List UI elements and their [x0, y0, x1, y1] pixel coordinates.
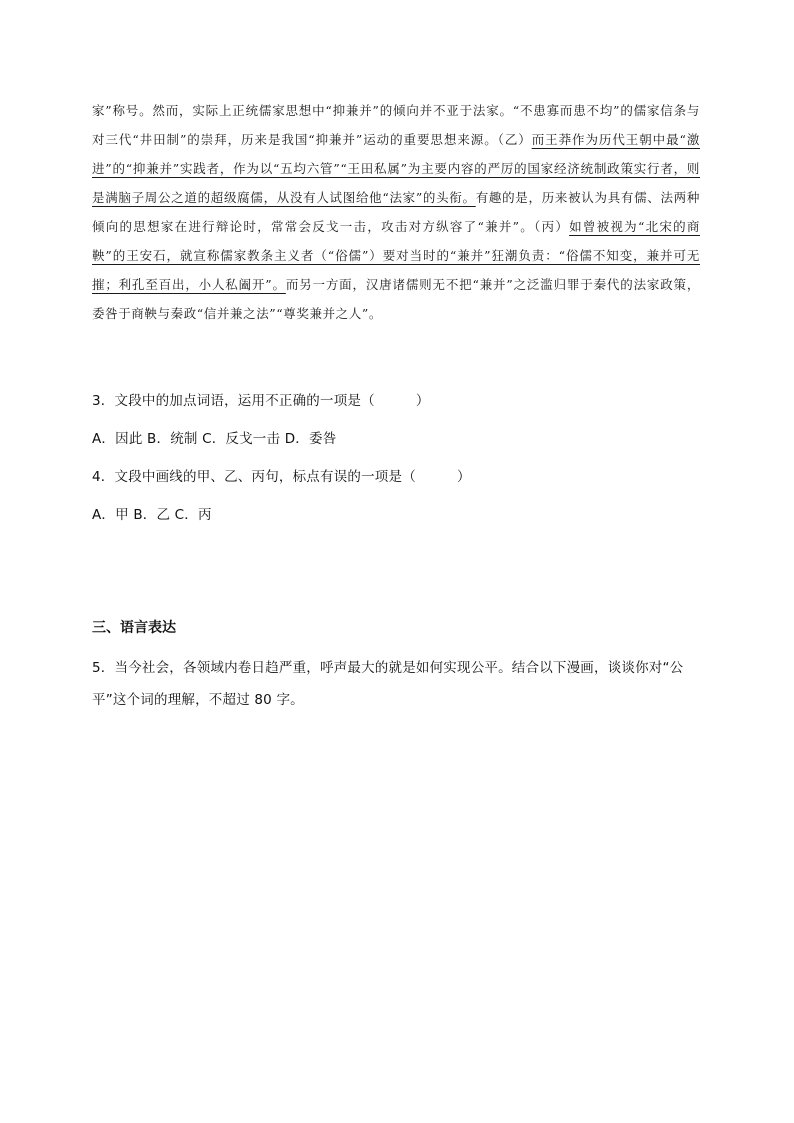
passage-sentence: 有趣的是，历来被认为具有儒、法两种倾向的思想家在进行辩论时，常常会反戈一击，攻击对方纵容了“兼并”。（丙）: [92, 190, 700, 234]
passage-sentence: 家”称号。然而，实际上正统儒家思想中“抑兼并”的倾向并不亚于法家。“不患寡而患不均”的儒家信条与对三代“井田制”的崇拜，历来是我国“抑兼并”运动的重要思想来源。（乙）: [92, 103, 700, 147]
section-title-language-expression: 三、语言表达: [92, 620, 176, 636]
question-3-stem: 3．文段中的加点词语，运用不正确的一项是（ ）: [92, 393, 430, 409]
question-3-options: A．因此 B．统制 C．反戈一击 D．委咎: [92, 431, 337, 447]
underlined-sentence-bing: 如曾被视为“北宋的商鞅”的王安石，就宣称儒家教条主义者（“俗儒”）要对当时的“兼并”狂潮负责：“俗儒不知变，兼并可无摧；利孔至百出，小人私阖开”。: [92, 219, 700, 292]
passage-sentence: 而另一方面，汉唐诸儒则无不把“兼并”之泛滥归罪于秦代的法家政策，委咎于商鞅与秦政“信并兼之法”“尊奖兼并之人”。: [92, 277, 700, 321]
question-4-options: A．甲 B．乙 C．丙: [92, 507, 212, 523]
underlined-sentence-yi: 而王莽作为历代王朝中最“激进”的“抑兼并”实践者，作为以“五均六管”“王田私属”为主要内容的严厉的国家经济统制政策实行者，则是满脑子周公之道的超级腐儒，从没有人试图给他“法家”的头衔。: [92, 132, 700, 205]
reading-passage: [92, 96, 700, 328]
question-5-stem: 5．当今社会，各领域内卷日趋严重，呼声最大的就是如何实现公平。结合以下漫画，谈谈你对“公平”这个词的理解，不超过 80 字。: [92, 660, 684, 708]
question-4-stem: 4．文段中画线的甲、乙、丙句，标点有误的一项是（ ）: [92, 469, 471, 485]
